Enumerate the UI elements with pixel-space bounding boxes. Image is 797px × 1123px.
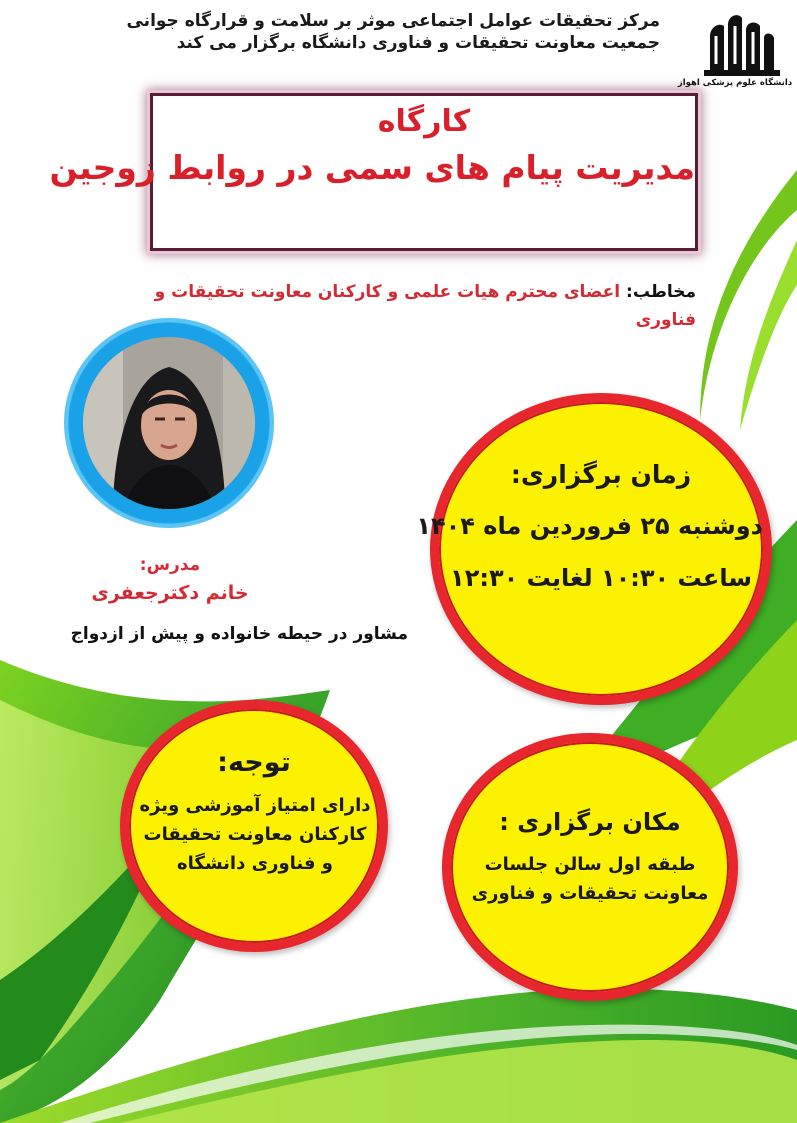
header-line-1: مرکز تحقیقات عوامل اجتماعی موثر بر سلامت و قرارگاه جوانی: [126, 11, 660, 31]
note-line-1: دارای امتیاز آموزشی ویژه: [139, 795, 371, 816]
place-title: مکان برگزاری :: [499, 808, 681, 836]
title-main: مدیریت پیام های سمی در روابط زوجین: [49, 148, 695, 187]
instructor-photo: [83, 337, 255, 509]
audience-label: مخاطب:: [626, 282, 696, 302]
header-text: [120, 10, 660, 54]
place-line-1: طبقه اول سالن جلسات: [484, 854, 696, 875]
time-hours: ساعت ۱۰:۳۰ لغایت ۱۲:۳۰: [450, 564, 752, 592]
header-line-2: جمعیت معاونت تحقیقات و فناوری دانشگاه برگزار می کند: [176, 33, 660, 53]
place-circle: [442, 733, 738, 1001]
time-circle: [416, 393, 772, 705]
note-title: توجه:: [217, 747, 291, 778]
logo-caption: دانشگاه علوم پزشکی اهواز: [677, 78, 793, 88]
instructor-label: مدرس:: [139, 555, 201, 575]
instructor-title: مشاور در حیطه خانواده و پیش از ازدواج: [70, 624, 408, 644]
title-box: [49, 93, 698, 251]
instructor-name: خانم دکترجعفری: [91, 582, 249, 604]
time-title: زمان برگزاری:: [510, 460, 692, 489]
note-line-3: و فناوری دانشگاه: [177, 853, 333, 874]
title-workshop: کارگاه: [377, 104, 471, 139]
note-circle: [120, 700, 388, 952]
place-body: [451, 850, 729, 908]
place-line-2: معاونت تحقیقات و فناوری: [471, 883, 709, 904]
audience-value: اعضای محترم هیات علمی و کارکنان معاونت تحقیقات و فناوری: [154, 282, 696, 330]
note-body: [137, 791, 373, 878]
note-line-2: کارکنان معاونت تحقیقات: [143, 824, 367, 845]
time-date: دوشنبه ۲۵ فروردین ماه ۱۴۰۴: [416, 512, 763, 540]
instructor-portrait-icon: [83, 337, 255, 509]
